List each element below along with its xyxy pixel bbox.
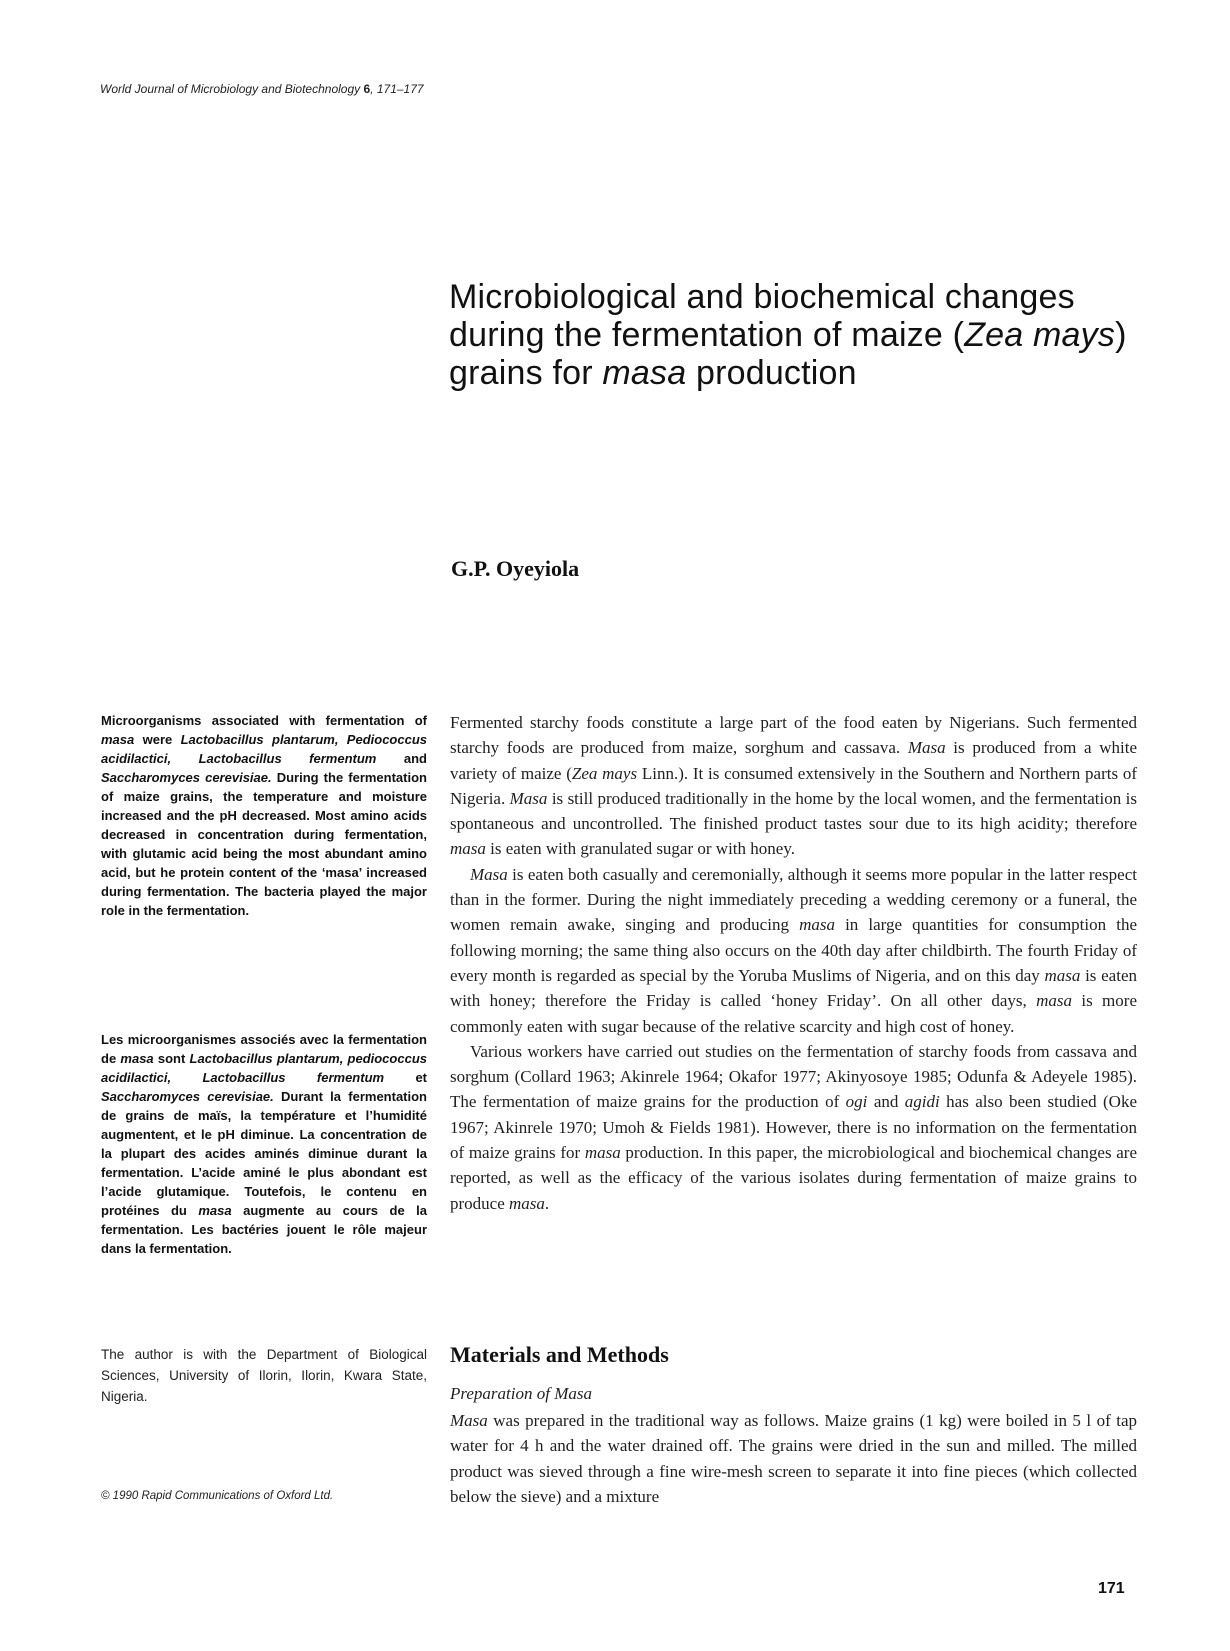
abstract-text: sont	[153, 1051, 190, 1066]
abstract-text: were	[134, 732, 181, 747]
journal-pages: , 171–177	[370, 82, 424, 96]
journal-name: World Journal of Microbiology and Biotechnology	[100, 82, 361, 96]
body-paragraph	[450, 1039, 1137, 1216]
abstract-text: and	[376, 751, 427, 766]
abstract-italic: masa	[101, 732, 135, 747]
section-heading: Materials and Methods	[450, 1342, 669, 1367]
body-text: is eaten both casually and ceremonially, although it seems more popular in the latter respect than in the former. During the night immediately preceding a wedding ceremony or a funeral, the women remain awake, singing and producing	[450, 864, 1137, 935]
methods-paragraph	[450, 1408, 1137, 1509]
abstract-text: augmente au cours de la fermentation. Les bactéries jouent le rôle majeur dans la fermentation.	[101, 1203, 427, 1256]
body-paragraph	[450, 862, 1137, 1039]
abstract-english	[101, 711, 427, 920]
body-text: Linn.). It is consumed extensively in the Southern and Northern parts of Nigeria.	[450, 763, 1137, 808]
abstract-italic: masa	[120, 1051, 154, 1066]
abstract-text: During the fermentation of maize grains, the temperature and moisture increased and the pH decreased. Most amino acids decreased in concentration during fermentation, with glutamic acid being the most abundant amino acid, but he protein content of the ‘masa’ increased during fermentation. The bacteria played the major role in the fermentation.	[101, 770, 427, 918]
body-text: is still produced traditionally in the home by the local women, and the fermentation is spontaneous and uncontrolled. The finished product tastes sour due to its high acidity; therefore	[450, 788, 1137, 834]
abstract-italic: Lactobacillus plantarum, pediococcus acidilactici, Lactobacillus fermentum	[101, 1051, 427, 1085]
body-text: is produced from a white variety of maize (	[450, 738, 1138, 783]
body-italic: Zea mays	[571, 763, 638, 783]
body-italic: Masa	[450, 1411, 488, 1430]
body-italic: Masa	[509, 788, 548, 808]
body-italic: masa	[799, 915, 835, 935]
abstract-text: Les microorganismes associés avec la fermentation de	[101, 1032, 427, 1066]
body-text: Fermented starchy foods constitute a large part of the food eaten by Nigerians. Such fermented starchy foods are produced from maize, sorghum and cassava.	[450, 713, 1137, 758]
title-text: Microbiological and biochemical changes during the fermentation of maize (	[449, 278, 1075, 354]
journal-citation	[100, 82, 424, 96]
body-text: in large quantities for consumption the following morning; the same thing also occurs on the 40th day after childbirth. The fourth Friday of every month is regarded as special by the Yoruba Muslims of Nigeria, and on this day	[450, 915, 1137, 985]
copyright-notice: © 1990 Rapid Communications of Oxford Ltd.	[101, 1490, 334, 1502]
body-italic: masa	[450, 839, 486, 859]
body-italic: Masa	[470, 864, 508, 884]
author-name: G.P. Oyeyiola	[451, 556, 580, 581]
page-number: 171	[1098, 1580, 1125, 1597]
body-paragraph	[450, 710, 1137, 862]
abstract-text: Durant la fermentation de grains de maïs, la température et l’humidité augmentent, et le pH diminue. La concentration de la plupart des acides aminés diminue durant la fermentation. L’acide aminé le plus abondant est l’acide glutamique. Toutefois, le contenu en protéines du	[101, 1089, 427, 1218]
article-title	[449, 278, 1149, 392]
subsection-heading: Preparation of Masa	[450, 1384, 592, 1403]
body-text: is eaten with granulated sugar or with honey.	[485, 839, 795, 859]
title-text: production	[686, 354, 857, 392]
body-italic: agidi	[904, 1092, 940, 1112]
title-text: ) grains for	[449, 316, 1127, 392]
abstract-italic: Saccharomyces cerevisiae.	[101, 770, 272, 785]
body-italic: masa	[509, 1193, 545, 1213]
body-text: was prepared in the traditional way as follows. Maize grains (1 kg) were boiled in 5 l of tap water for 4 h and the water drained off. The grains were dried in the sun and milled. The milled product was sieved through a fine wire-mesh screen to separate it into fine pieces (which collected below the sieve) and a mixture	[450, 1411, 1137, 1506]
abstract-text: Microorganisms associated with fermentation of	[101, 713, 427, 728]
abstract-italic: Lactobacillus plantarum, Pediococcus acidilactici, Lactobacillus fermentum	[101, 732, 427, 766]
body-text: and	[867, 1092, 905, 1112]
body-text: Various workers have carried out studies on the fermentation of starchy foods from cassava and sorghum (Collard 1963; Akinrele 1964; Okafor 1977; Akinyosoye 1985; Odunfa & Adeyele 1985). The fermentation of maize grains for the production of	[450, 1041, 1137, 1112]
author-affiliation: The author is with the Department of Biological Sciences, University of Ilorin, Ilorin, Kwara State, Nigeria.	[101, 1347, 427, 1404]
body-text: .	[544, 1193, 550, 1213]
body-italic: masa	[584, 1143, 621, 1163]
body-text: has also been studied (Oke 1967; Akinrele 1970; Umoh & Fields 1981). However, there is no information on the fermentation of maize grains for	[450, 1092, 1138, 1163]
title-italic: Zea mays	[964, 316, 1116, 354]
abstract-french	[101, 1030, 427, 1258]
body-text: is more commonly eaten with sugar because of the relative scarcity and high cost of honey.	[450, 991, 1137, 1036]
body-italic: ogi	[845, 1092, 868, 1112]
journal-volume: 6	[363, 82, 371, 96]
body-italic: Masa	[907, 738, 946, 758]
title-italic: masa	[602, 354, 687, 392]
abstract-italic: masa	[198, 1203, 232, 1218]
body-text: production. In this paper, the microbiological and biochemical changes are reported, as well as the efficacy of the various isolates during fermentation of maize grains to produce	[450, 1143, 1137, 1213]
body-italic: masa	[1044, 965, 1081, 985]
abstract-text: et	[384, 1070, 427, 1085]
body-italic: masa	[1036, 991, 1073, 1011]
abstract-italic: Saccharomyces cerevisiae.	[101, 1089, 274, 1104]
body-text: is eaten with honey; therefore the Friday is called ‘honey Friday’. On all other days,	[450, 965, 1137, 1011]
introduction-body	[450, 710, 1137, 1216]
